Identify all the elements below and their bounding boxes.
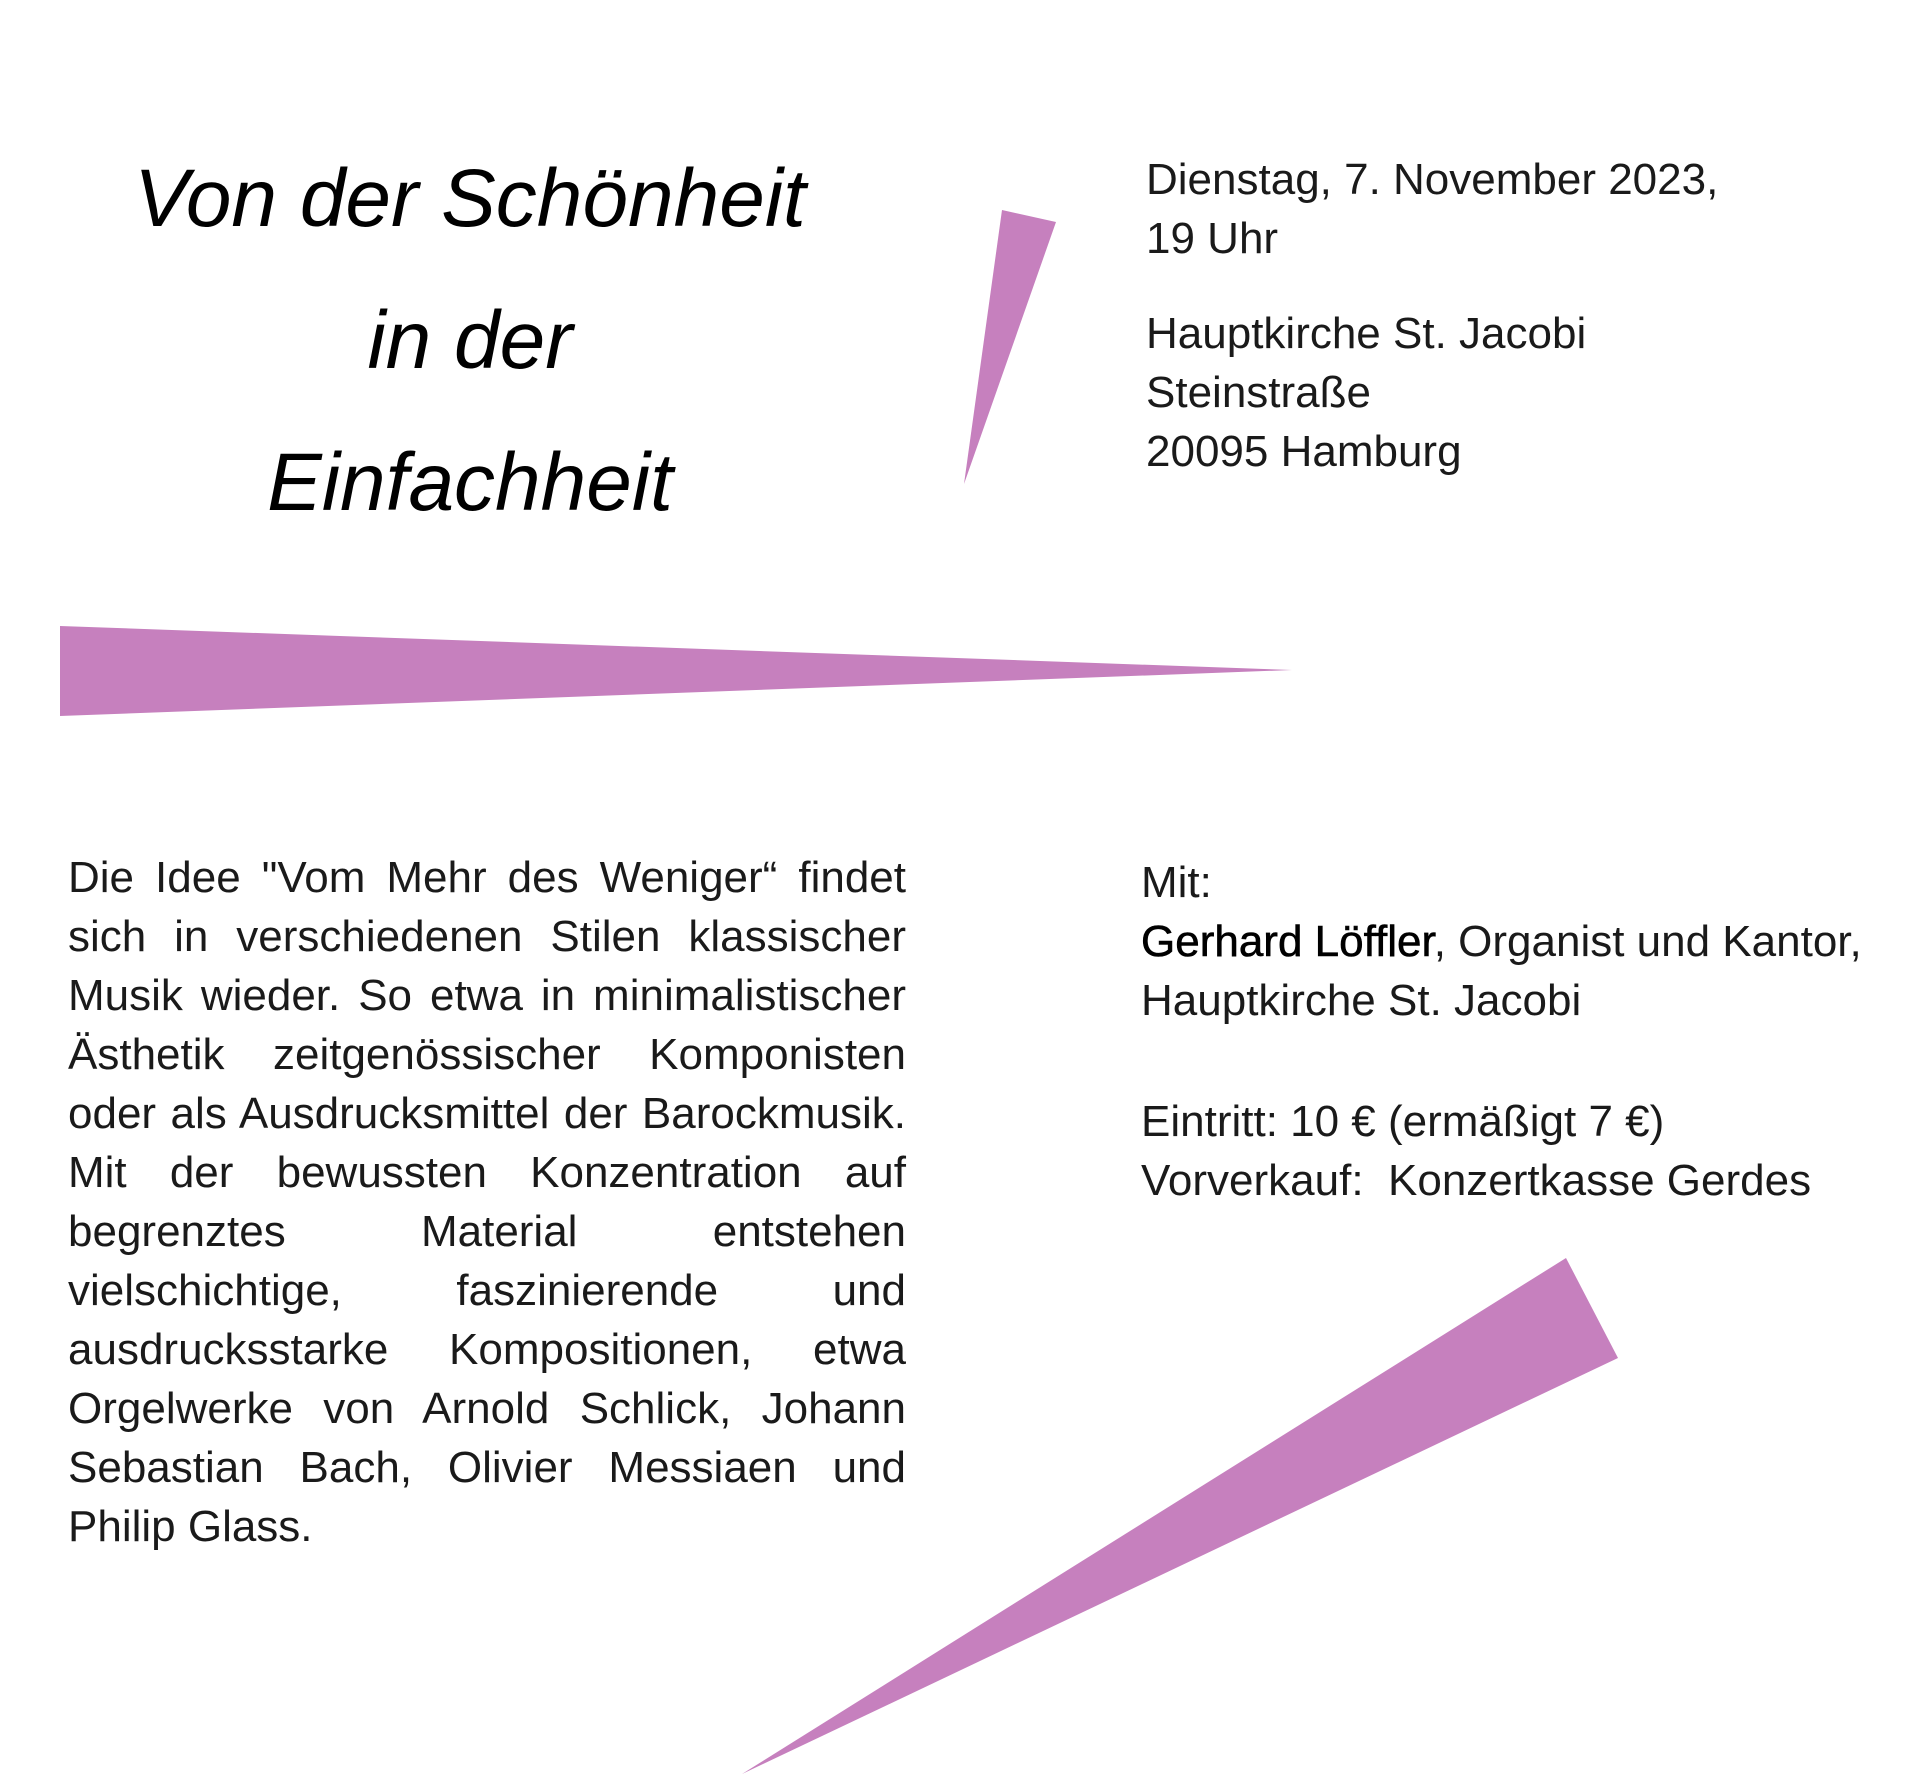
venue-street: Steinstraße bbox=[1146, 368, 1371, 417]
performers-block bbox=[1141, 853, 1862, 1030]
event-description: Die Idee "Vom Mehr des Weniger“ findet sich in verschiedenen Stilen klassischer Musik wieder. So etwa in minimalistischer Ästhetik zeitgenössischer Komponisten oder als Ausdrucksmittel der Barockmusik. Mit der bewussten Konzentration auf begrenztes Material entstehen vielschichtige, faszinierende und ausdrucksstarke Kompositionen, etwa Orgelwerke von Arnold Schlick, Johann Sebastian Bach, Olivier Messiaen und Philip Glass. bbox=[68, 853, 906, 1551]
venue-city: 20095 Hamburg bbox=[1146, 427, 1462, 476]
admission-price: Eintritt: 10 € (ermäßigt 7 €) bbox=[1141, 1097, 1665, 1146]
performer-name: Gerhard Löffler bbox=[1141, 917, 1434, 966]
performers-label: Mit: bbox=[1141, 858, 1212, 907]
tickets-block bbox=[1141, 1092, 1811, 1210]
title-line-1: Von der Schönheit bbox=[134, 153, 806, 244]
horizontal-wedge-shape bbox=[60, 626, 1292, 716]
performer-line bbox=[1141, 912, 1862, 971]
performer-affiliation: Hauptkirche St. Jacobi bbox=[1141, 976, 1582, 1025]
title-line-2: in der bbox=[367, 295, 573, 386]
title-line-3: Einfachheit bbox=[267, 437, 673, 528]
event-date-block bbox=[1146, 150, 1718, 268]
event-title bbox=[60, 128, 880, 554]
event-date: Dienstag, 7. November 2023, bbox=[1146, 155, 1719, 204]
venue-name: Hauptkirche St. Jacobi bbox=[1146, 309, 1587, 358]
presale-info: Vorverkauf: Konzertkasse Gerdes bbox=[1141, 1156, 1812, 1205]
event-time: 19 Uhr bbox=[1146, 214, 1279, 263]
upper-wedge-shape bbox=[964, 210, 1056, 484]
event-venue-block bbox=[1146, 304, 1586, 481]
performer-role: , Organist und Kantor, bbox=[1433, 917, 1862, 966]
